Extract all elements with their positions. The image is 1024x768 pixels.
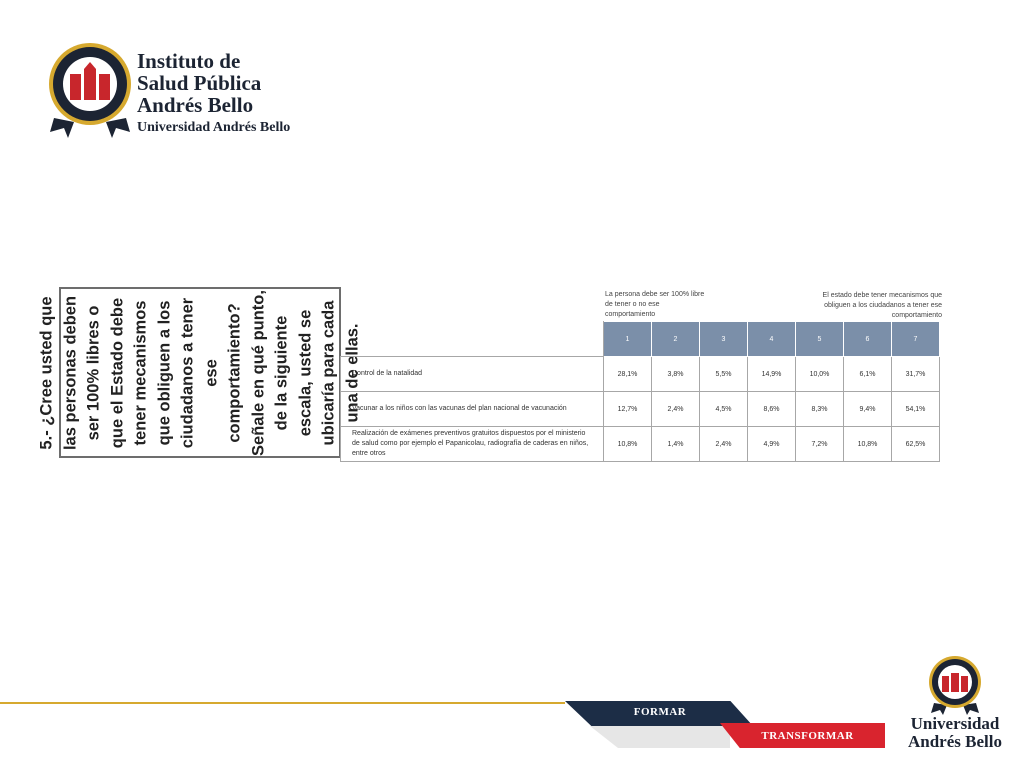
table-header-row — [341, 322, 940, 357]
table-cell: 4,5% — [700, 392, 748, 427]
university-name: Universidad Andrés Bello — [137, 120, 291, 135]
table-cell: 1,4% — [652, 427, 700, 462]
university-crest-small-icon — [928, 655, 982, 715]
university-crest-icon — [48, 40, 132, 138]
column-header: 4 — [748, 322, 796, 357]
table-cell: 62,5% — [892, 427, 940, 462]
row-label: Realización de exámenes preventivos gratuitos dispuestos por el ministerio de salud como por ejemplo el Papanicolau, radiografía de caderas en niños, entre otros — [341, 427, 604, 462]
question-box — [37, 287, 361, 458]
results-table — [340, 321, 940, 462]
table-cell: 4,9% — [748, 427, 796, 462]
row-label: Vacunar a los niños con las vacunas del plan nacional de vacunación — [341, 392, 604, 427]
column-header: 3 — [700, 322, 748, 357]
table-cell: 31,7% — [892, 357, 940, 392]
institute-line-3: Andrés Bello — [137, 93, 254, 117]
footer-gold-line — [0, 702, 565, 704]
table-row — [341, 427, 940, 462]
column-header: 5 — [796, 322, 844, 357]
table-cell: 7,2% — [796, 427, 844, 462]
table-cell: 12,7% — [604, 392, 652, 427]
table-cell: 8,6% — [748, 392, 796, 427]
table-cell: 8,3% — [796, 392, 844, 427]
row-label: Control de la natalidad — [341, 357, 604, 392]
institute-line-2: Salud Pública — [137, 71, 262, 95]
table-cell: 10,0% — [796, 357, 844, 392]
scale-right-label: El estado debe tener mecanismos que obliguen a los ciudadanos a tener ese comportamiento — [822, 292, 942, 319]
institute-brand — [137, 50, 290, 138]
table-cell: 2,4% — [652, 392, 700, 427]
scale-left-label: La persona debe ser 100% libre de tener o no ese comportamiento — [605, 291, 705, 318]
table-cell: 6,1% — [844, 357, 892, 392]
institute-line-1: Instituto de — [137, 49, 241, 73]
table-cell: 28,1% — [604, 357, 652, 392]
table-cell: 10,8% — [844, 427, 892, 462]
table-cell: 3,8% — [652, 357, 700, 392]
table-row — [341, 357, 940, 392]
header-blank-cell — [341, 322, 604, 357]
table-cell: 14,9% — [748, 357, 796, 392]
footer-brand-line-2: Andrés Bello — [908, 732, 1002, 751]
footer-brand-line-1: Universidad — [910, 714, 1000, 733]
footer-brand — [898, 715, 1012, 751]
table-cell: 9,4% — [844, 392, 892, 427]
transformar-label: TRANSFORMAR — [761, 730, 854, 742]
table-cell: 2,4% — [700, 427, 748, 462]
column-header: 2 — [652, 322, 700, 357]
column-header: 1 — [604, 322, 652, 357]
question-text: 5.- ¿Cree usted que las personas deben ser 100% libres o que el Estado debe tener mecanismos que obliguen a los ciudadanos a tener ese comportamiento? Señale en qué punto, de la siguiente escala, usted se ubicaría para cada una de ellas. — [37, 289, 361, 456]
footer-ribbon-shadow — [590, 726, 730, 748]
formar-label: FORMAR — [633, 706, 687, 718]
table-cell: 5,5% — [700, 357, 748, 392]
table-cell: 54,1% — [892, 392, 940, 427]
column-header: 7 — [892, 322, 940, 357]
column-header: 6 — [844, 322, 892, 357]
table-cell: 10,8% — [604, 427, 652, 462]
table-row — [341, 392, 940, 427]
